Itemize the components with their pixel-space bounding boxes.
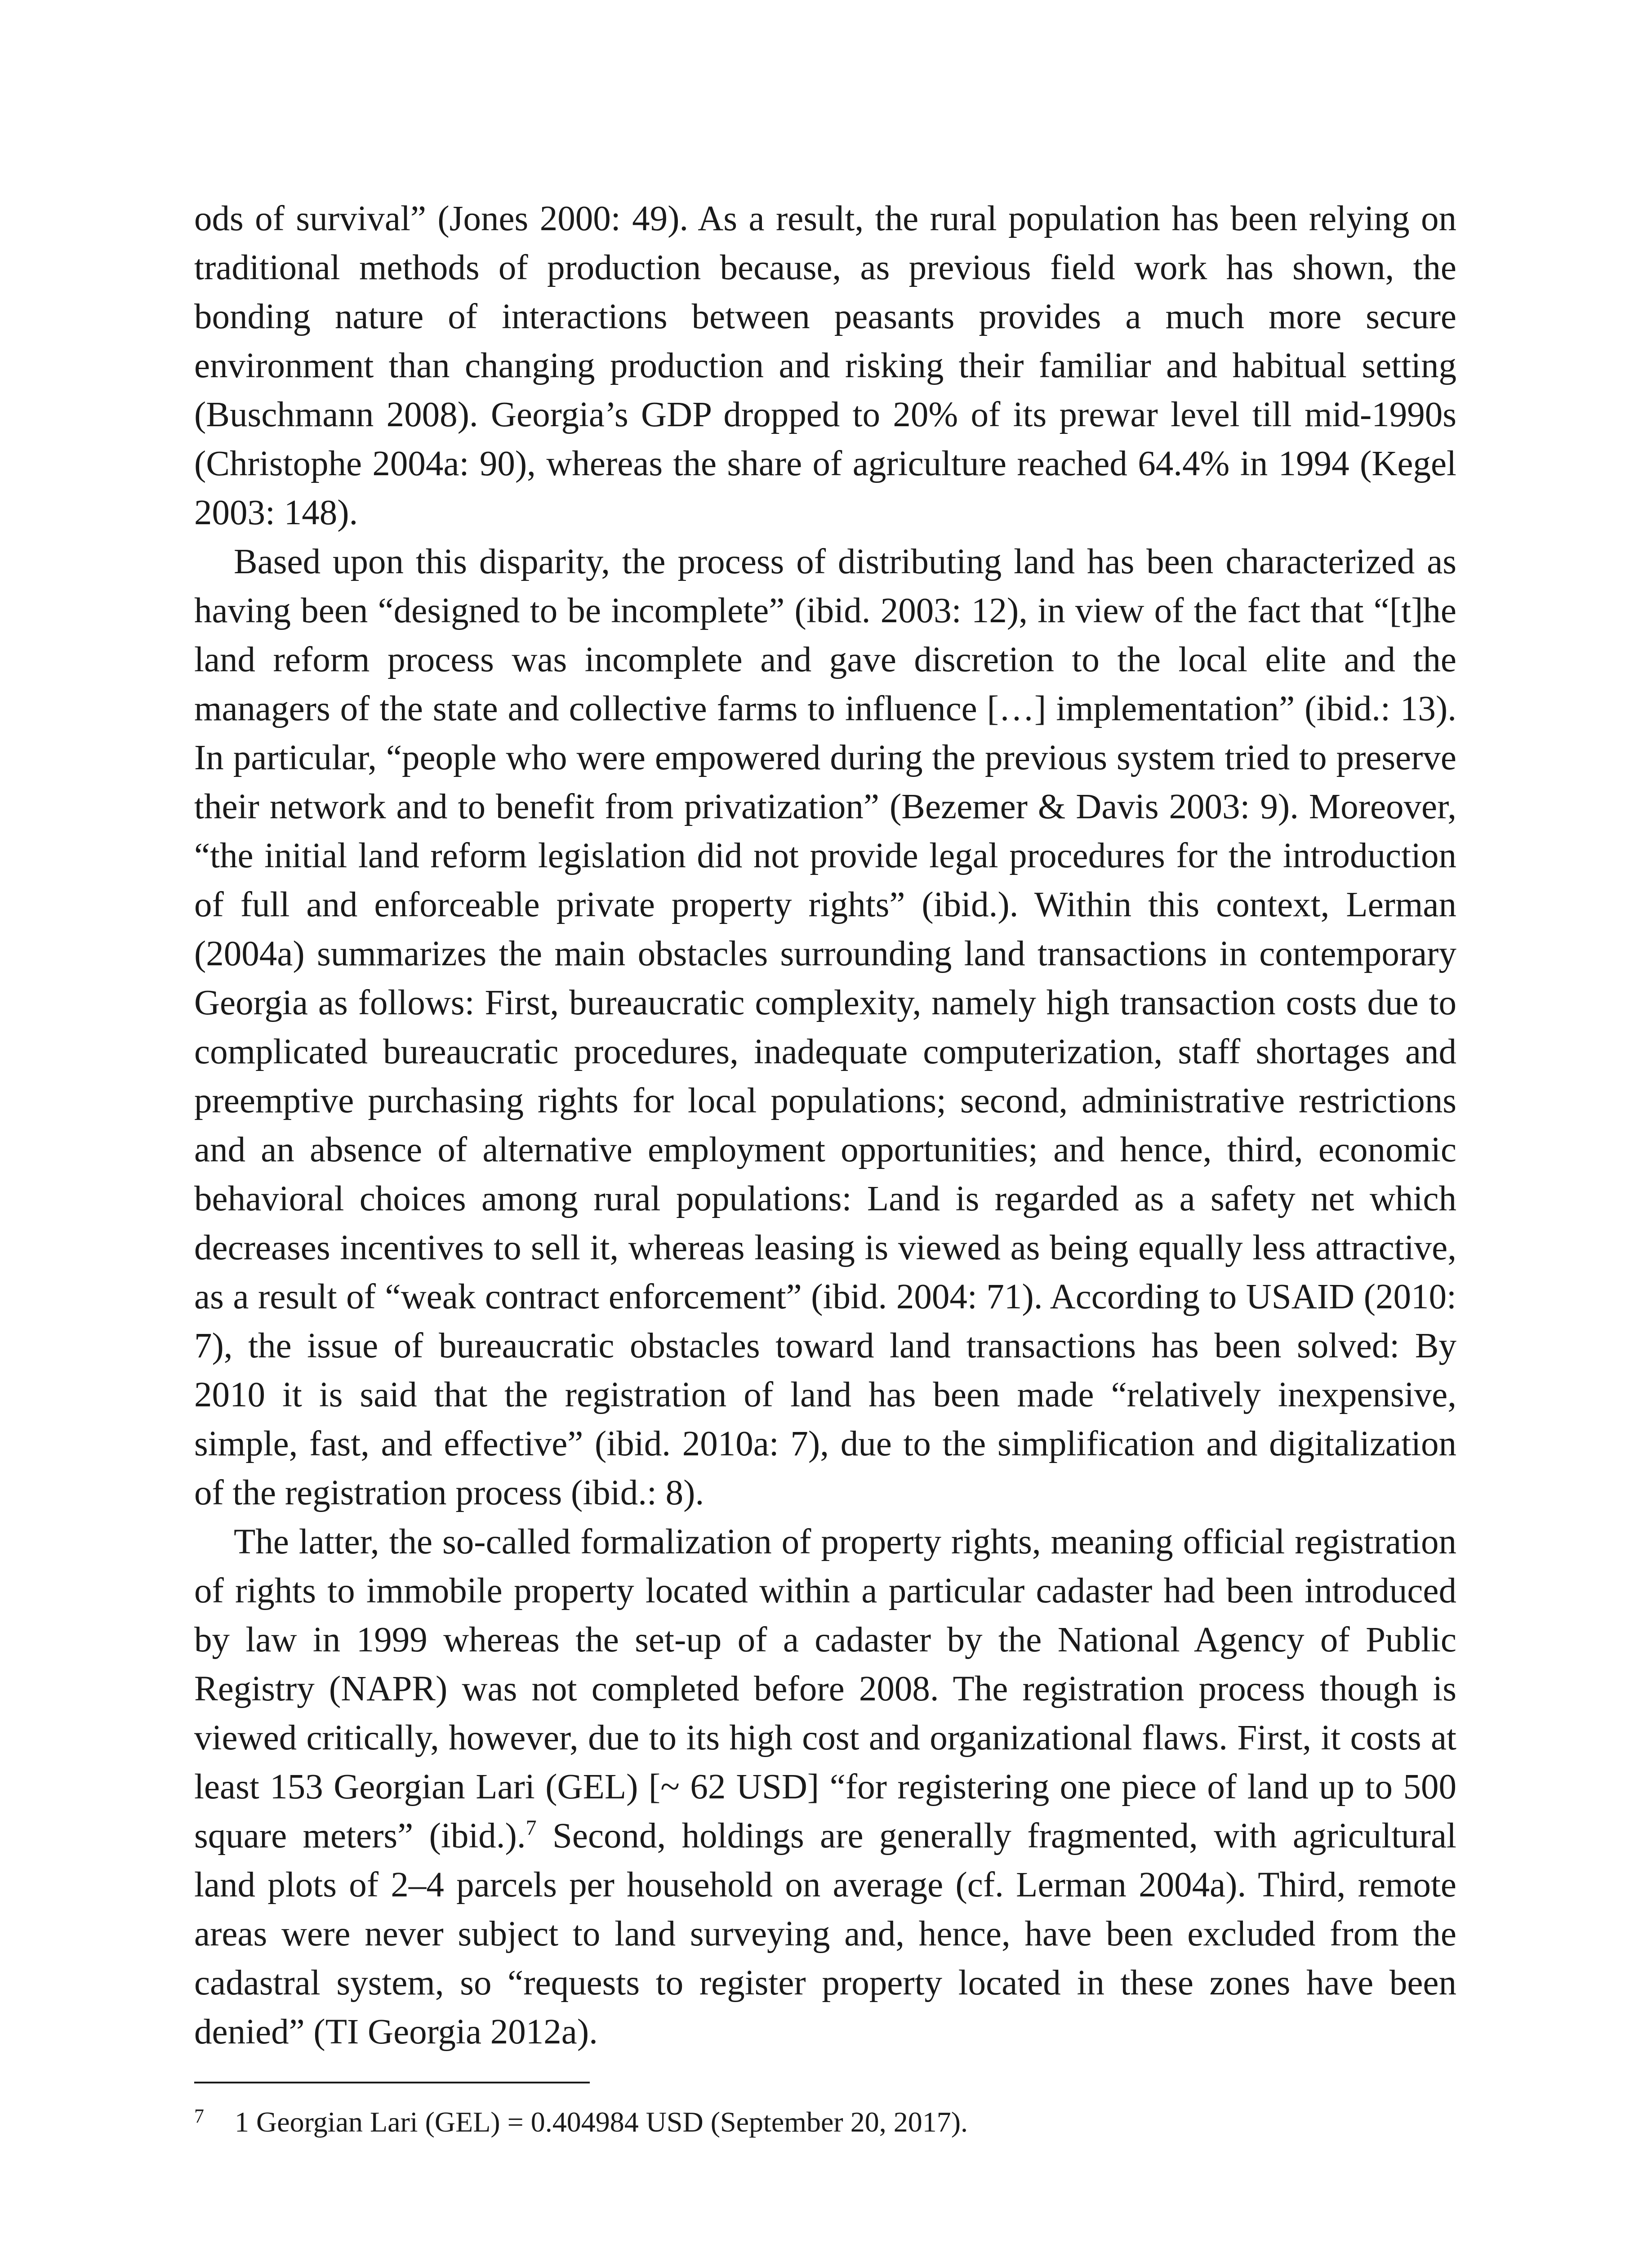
paragraph-2: Based upon this disparity, the process of distributing land has been characterized as having been “designed to be incomplete” (ibid. 2003: 12), in view of the fact that “[t]he land reform process was incomplete and gave discretion to the local elite and the managers of the state and collective farms to influence […] implementation” (ibid.: 13). In particular, “people who were empowered during the previous system tried to preserve their network and to benefit from privatization” (Bezemer & Davis 2003: 9). Moreover, “the initial land reform legislation did not provide legal procedures for the introduction of full and enforceable private property rights” (ibid.). Within this context, Lerman (2004a) summarizes the main obstacles surrounding land transactions in contemporary Georgia as follows: First, bureaucratic complexity, namely high transaction costs due to complicated bureaucratic procedures, inadequate computerization, staff shortages and preemptive purchasing rights for local populations; second, administrative restrictions and an absence of alternative employment opportunities; and hence, third, economic behavioral choices among rural populations: Land is regarded as a safety net which decreases incentives to sell it, whereas leasing is viewed as being equally less attractive, as a result of “weak contract enforcement” (ibid. 2004: 71). According to USAID (2010: 7), the issue of bureaucratic obstacles toward land transactions has been solved: By 2010 it is said that the registration of land has been made “relatively inexpensive, simple, fast, and effective” (ibid. 2010a: 7), due to the simplification and digitalization of the registration process (ibid.: 8). bbox=[194, 542, 1456, 1512]
paragraph-3-text-after-note: Second, holdings are generally fragmented, with agricultural land plots of 2–4 parcels per household on average (cf. Lerman 2004a). Third, remote areas were never subject to land surveying and, hence, have been excluded from the cadastral system, so “requests to register property located in these zones have been denied” (TI Georgia 2012a). bbox=[194, 1816, 1456, 2052]
footnote-divider bbox=[194, 2082, 590, 2083]
footnote-text: 1 Georgian Lari (GEL) = 0.404984 USD (September 20, 2017). bbox=[235, 2106, 968, 2138]
footnote-number: 7 bbox=[194, 2105, 204, 2127]
body-text bbox=[194, 194, 1456, 2056]
footnote-reference[interactable]: 7 bbox=[525, 1816, 537, 1840]
paragraph-3-text-before-note: The latter, the so-called formalization of property rights, meaning official registration of rights to immobile property located within a particular cadaster had been introduced by law in 1999 whereas the set-up of a cadaster by the National Agency of Public Registry (NAPR) was not completed before 2008. The registration process though is viewed critically, however, due to its high cost and organizational flaws. First, it costs at least 153 Georgian Lari (GEL) [~ 62 USD] “for registering one piece of land up to 500 square meters” (ibid.). bbox=[194, 1522, 1456, 1855]
footnote bbox=[194, 2096, 1456, 2142]
paragraph-3 bbox=[194, 1517, 1456, 2056]
paragraph-1: ods of survival” (Jones 2000: 49). As a result, the rural population has been relying on traditional methods of production because, as previous field work has shown, the bonding nature of interactions between peasants provides a much more secure environment than changing production and risking their familiar and habitual setting (Buschmann 2008). Georgia’s GDP dropped to 20% of its prewar level till mid-1990s (Christophe 2004a: 90), whereas the share of agriculture reached 64.4% in 1994 (Kegel 2003: 148). bbox=[194, 199, 1456, 532]
